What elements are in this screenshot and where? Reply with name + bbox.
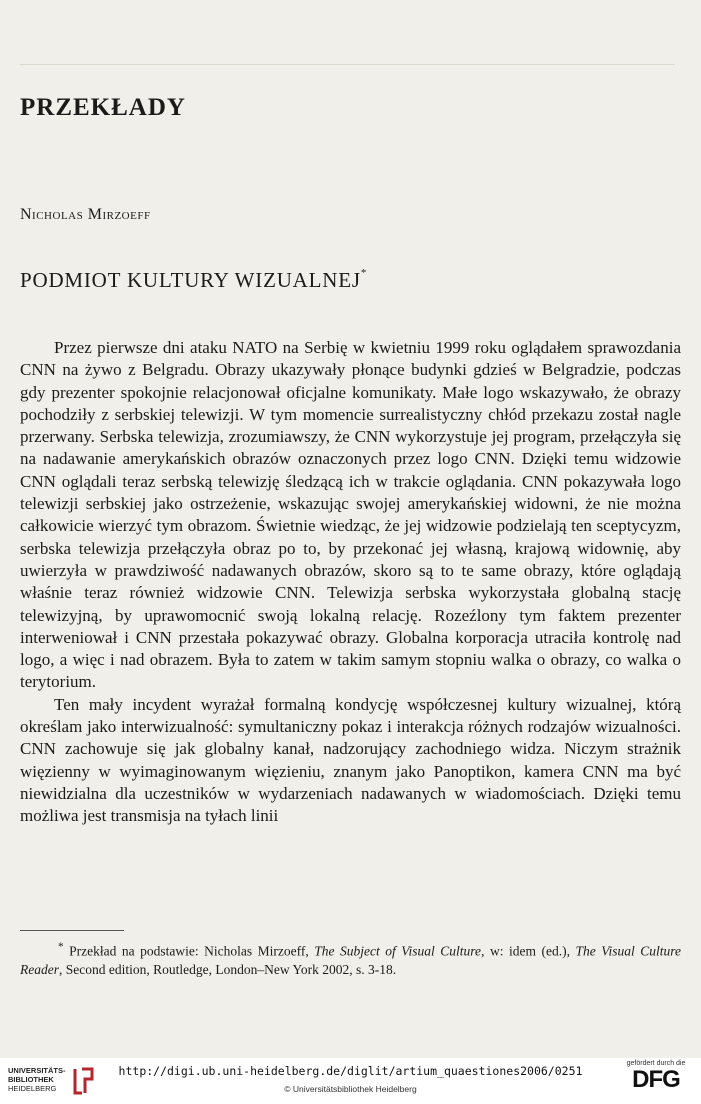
- footnote-book-title: The Visual Culture Reader: [20, 943, 681, 977]
- digitization-footer: [0, 1058, 701, 1104]
- footnote-source-title: The Subject of Visual Culture: [314, 943, 482, 959]
- section-title: PRZEKŁADY: [20, 94, 186, 121]
- body-paragraph-1: Przez pierwsze dni ataku NATO na Serbię w kwietniu 1999 roku oglądałem sprawozdania CNN na żywo z Belgradu. Obrazy ukazywały płonące budynki gdzieś w Belgradzie, podczas gdy prezenter spokojnie relacjonował oficjalne komunikaty. Małe logo wskazywało, że obrazy pochodziły z serbskiej telewizji. W tym momencie surrealistyczny chłód przekazu został nagle przerwany. Serbska telewizja, zrozumiawszy, że CNN wykorzystuje jej program, przełączyła się na nadawanie amerykańskich obrazów oznaczonych przez logo CNN. Dzięki temu widzowie CNN oglądali teraz serbską telewizję śledzącą ich w trakcie oglądania. CNN pokazywała logo telewizji serbskiej jako ostrzeżenie, wskazując swojej amerykańskiej widowni, że nie można całkowicie wierzyć tym obrazom. Świetnie wiedząc, że jej widzowie podzielają ten sceptycyzm, serbska telewizja przełączyła obraz po to, by przekonać jej własną, krajową widownię, aby uwierzyła w prawdziwość nadawanych obrazów, skoro są to te same obrazy, które oglądają właśnie teraz również widzowie CNN. Telewizja serbska wykorzystała globalną stację telewizyjną, by uprawomocnić swoją lokalną relację. Rozeźlony tym faktem prezenter interweniował i CNN przestała pokazywać obrazy. Globalna korporacja utraciła kontrolę nad logo, a więc i nad obrazem. Była to zatem w takim samym stopniu walka o obrazy, co walka o terytorium.: [20, 338, 681, 692]
- footnote-middle: , w: idem (ed.),: [481, 943, 576, 959]
- library-name-line-1: UNIVERSITÄTS-: [8, 1066, 66, 1075]
- footnote-mark: *: [58, 941, 64, 953]
- footnote-rule: [20, 930, 124, 931]
- footnote-prefix: Przekład na podstawie: Nicholas Mirzoeff,: [69, 943, 315, 959]
- library-name-line-2: BIBLIOTHEK: [8, 1075, 54, 1084]
- footnote-suffix: , Second edition, Routledge, London–New York 2002, s. 3-18.: [58, 962, 397, 977]
- body-paragraph-2: Ten mały incydent wyrażał formalną kondycję współczesnej kultury wizualnej, którą określam jako interwizualność: symultaniczny pokaz i interakcja różnych rodzajów wizualności. CNN zachowuje się jak globalny kanał, nadzorujący zachodniego widza. Niczym strażnik więzienny w wyimaginowanym więzieniu, znanym jako Panoptikon, kamera CNN ma być niewidzialna dla uczestników w wydarzeniach nadawanych w wiadomościach. Dzięki temu możliwa jest transmisja na tyłach linii: [20, 694, 681, 826]
- article-title-footnote-mark: *: [360, 267, 368, 279]
- permalink-url[interactable]: http://digi.ub.uni-heidelberg.de/diglit/artium_quaestiones2006/0251: [118, 1064, 583, 1078]
- footnote: [20, 938, 681, 980]
- dfg-logo: DFG: [632, 1066, 680, 1093]
- article-body: [20, 337, 681, 828]
- funder-block[interactable]: [621, 1060, 691, 1093]
- funder-caption: gefördert durch die: [626, 1060, 686, 1067]
- library-name-line-3: HEIDELBERG: [8, 1084, 57, 1093]
- article-title: [20, 268, 367, 293]
- author-name: Nicholas Mirzoeff: [20, 206, 151, 223]
- article-title-text: PODMIOT KULTURY WIZUALNEJ: [20, 268, 361, 292]
- copyright-notice: © Universitätsbibliothek Heidelberg: [284, 1084, 417, 1094]
- bleed-through-rule: [20, 64, 675, 65]
